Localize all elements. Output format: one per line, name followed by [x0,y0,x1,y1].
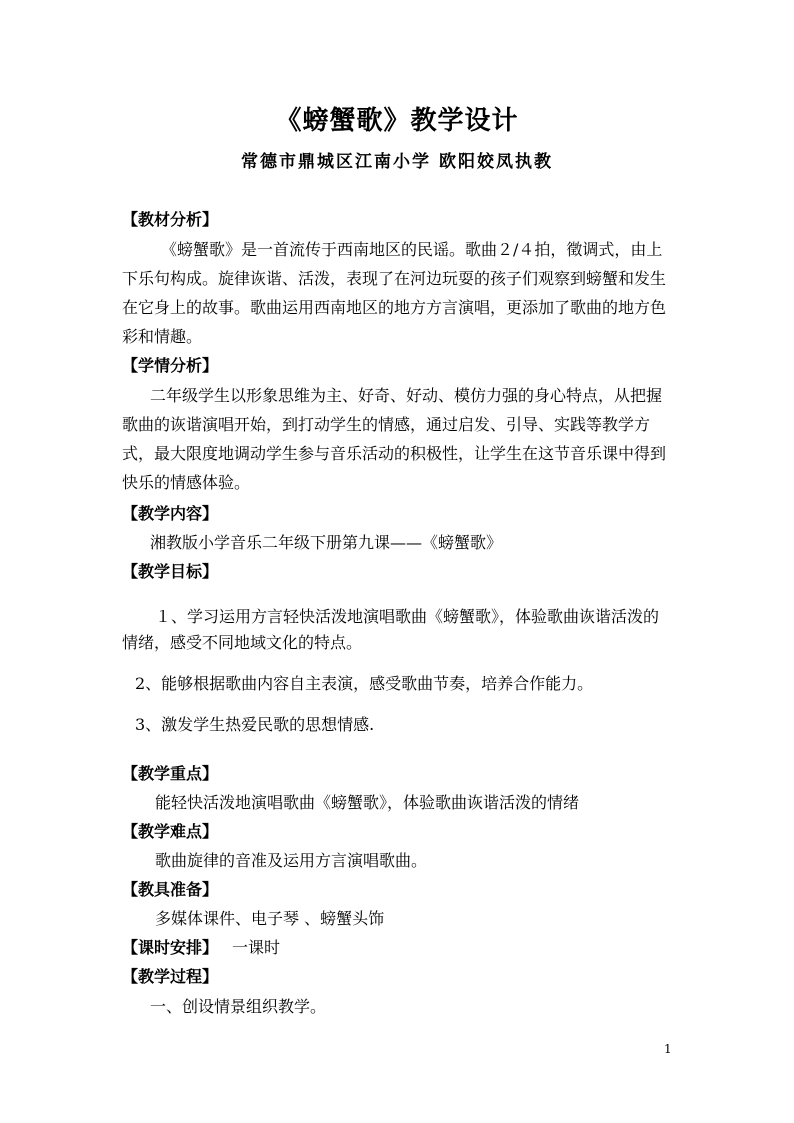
student-analysis-line: 式，最大限度地调动学生参与音乐活动的积极性，让学生在这节音乐课中得到 [122,444,667,463]
objective-item-1-cont: 情绪，感受不同地域文化的特点。 [122,633,363,652]
material-analysis-line: 彩和情趣。 [122,327,203,346]
material-analysis-line: 《螃蟹歌》是一首流传于西南地区的民谣。歌曲２/４拍，徵调式，由上 [161,240,663,259]
student-analysis-line: 歌曲的诙谐演唱开始，到打动学生的情感，通过启发、引导、实践等教学方 [122,415,651,434]
heading-schedule: 【课时安排】 [122,938,219,957]
heading-content: 【教学内容】 [122,504,219,523]
difficulties-text: 歌曲旋律的音准及运用方言演唱歌曲。 [155,851,428,870]
schedule-text: 一课时 [232,938,281,957]
page-number: 1 [664,1042,672,1056]
heading-student-analysis: 【学情分析】 [122,356,219,375]
material-analysis-line: 下乐句构成。旋律诙谐、活泼，表现了在河边玩耍的孩子们观察到螃蟹和发生 [122,269,667,288]
content-text: 湘教版小学音乐二年级下册第九课——《螃蟹歌》 [150,533,503,552]
objective-item-2: 2、能够根据歌曲内容自主表演，感受歌曲节奏，培养合作能力。 [135,674,594,693]
heading-materials: 【教具准备】 [122,880,219,899]
materials-text: 多媒体课件、电子琴 、螃蟹头饰 [155,909,385,928]
document-title: 《螃蟹歌》教学设计 [275,106,519,136]
student-analysis-line: 快乐的情感体验。 [122,473,251,492]
heading-difficulties: 【教学难点】 [122,822,219,841]
student-analysis-line: 二年级学生以形象思维为主、好奇、好动、模仿力强的身心特点，从把握 [150,386,663,405]
heading-key-points: 【教学重点】 [122,764,219,783]
heading-material-analysis: 【教材分析】 [122,210,219,229]
heading-process: 【教学过程】 [122,967,219,986]
objective-item-1: １、学习运用方言轻快活泼地演唱歌曲《螃蟹歌》，体验歌曲诙谐活泼的 [155,607,660,626]
objective-item-3: 3、激发学生热爱民歌的思想情感. [135,715,375,734]
document-subtitle: 常德市鼎城区江南小学 欧阳姣凤执教 [241,152,553,172]
heading-objectives: 【教学目标】 [122,562,219,581]
key-points-text: 能轻快活泼地演唱歌曲《螃蟹歌》，体验歌曲诙谐活泼的情绪 [155,793,580,812]
process-step-1: 一、创设情景组织教学。 [150,997,327,1016]
material-analysis-line: 在它身上的故事。歌曲运用西南地区的地方方言演唱，更添加了歌曲的地方色 [122,298,667,317]
